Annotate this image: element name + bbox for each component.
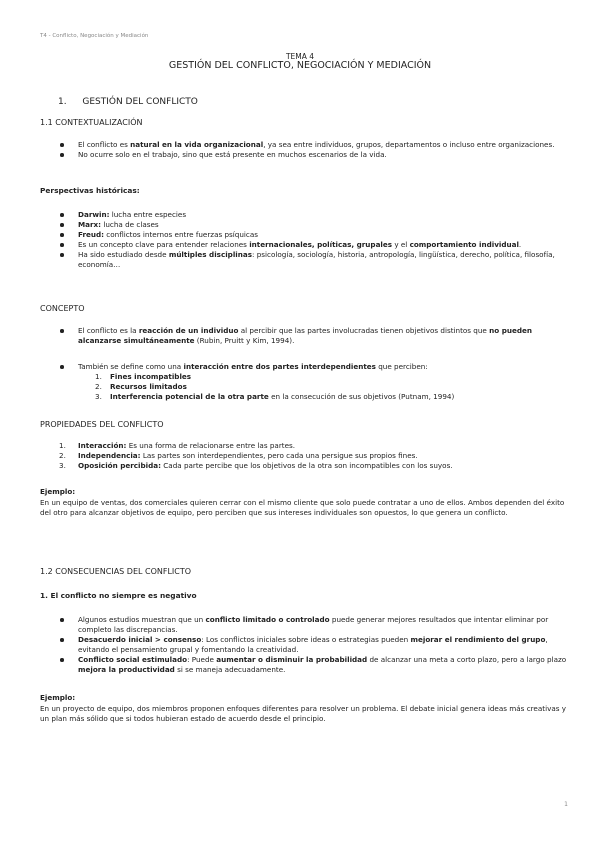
list-item: Desacuerdo inicial > consenso: Los conflictos iniciales sobre ideas o estrategias pueden mejorar el rendimiento del grupo, evitando el pensamiento grupal y fomentando la creatividad. [40, 635, 570, 655]
bullet-icon [60, 253, 64, 257]
bullet-icon [60, 223, 64, 227]
ejemplo-label: Ejemplo: [40, 487, 76, 496]
list-item: Freud: conflictos internos entre fuerzas psíquicas [40, 230, 570, 240]
list-item: Marx: lucha de clases [40, 220, 570, 230]
bullet-icon [60, 365, 64, 369]
list-item: 2. Recursos limitados [95, 382, 187, 391]
list-item: El conflicto es natural en la vida organizacional, ya sea entre individuos, grupos, departamentos o incluso entre organizaciones. [40, 140, 570, 150]
topic-label: TEMA 4 [285, 52, 315, 61]
bullet-icon [60, 618, 64, 622]
bullet-icon [60, 153, 64, 157]
ejemplo-text: En un equipo de ventas, dos comerciales quieren cerrar con el mismo cliente que solo puede contratar a uno de ellos. Ambos dependen del éxito del otro para alcanzar objetivos de equipo, pero perciben que sus intereses individuales son opuestos, lo que genera un conflicto. [40, 497, 565, 517]
subheading-no-negativo: 1. El conflicto no siempre es negativo [40, 591, 197, 600]
concepto-list-1 [40, 326, 570, 346]
consecuencias-list [40, 615, 570, 675]
list-item: Es un concepto clave para entender relaciones internacionales, políticas, grupales y el comportamiento individual. [40, 240, 570, 250]
section-heading-1 [58, 97, 198, 107]
list-item: Ha sido estudiado desde múltiples disciplinas: psicología, sociología, historia, antropología, lingüística, derecho, política, filosofía, economía… [40, 250, 570, 270]
list-item: 2. Independencia: Las partes son interdependientes, pero cada una persigue sus propios fines. [59, 451, 418, 460]
bullet-icon [60, 638, 64, 642]
bullet-icon [60, 243, 64, 247]
running-header: T4 - Conflicto, Negociación y Mediación [40, 33, 149, 39]
contexto-list [40, 140, 570, 160]
ejemplo-2 [40, 693, 570, 725]
bullet-icon [60, 658, 64, 662]
ejemplo-text: En un proyecto de equipo, dos miembros proponen enfoques diferentes para resolver un problema. El debate inicial genera ideas más creativas y un plan más sólido que si todos hubieran estado de acuerdo desde el principio. [40, 703, 567, 723]
heading-contextualizacion: 1.1 CONTEXTUALIZACIÓN [40, 118, 143, 127]
propiedades-list [40, 441, 570, 471]
list-item: 1. Fines incompatibles [95, 372, 192, 381]
page-number: 1 [564, 801, 568, 808]
section-number: 1. [58, 97, 67, 107]
bullet-icon [60, 213, 64, 217]
list-item: Conflicto social estimulado: Puede aumentar o disminuir la probabilidad de alcanzar una meta a corto plazo, pero a largo plazo mejora la productividad si se maneja adecuadamente. [40, 655, 570, 675]
heading-perspectivas: Perspectivas históricas: [40, 186, 140, 195]
heading-concepto: CONCEPTO [40, 304, 85, 313]
list-item: 1. Interacción: Es una forma de relacionarse entre las partes. [59, 441, 296, 450]
list-item: El conflicto es la reacción de un individuo al percibir que las partes involucradas tienen objetivos distintos que no pueden alcanzarse simultáneamente (Rubin, Pruitt y Kim, 1994). [40, 326, 570, 346]
document-title: GESTIÓN DEL CONFLICTO, NEGOCIACIÓN Y MEDIACIÓN [168, 60, 432, 71]
list-item: 3. Interferencia potencial de la otra parte en la consecución de sus objetivos (Putnam, 1994) [95, 392, 455, 401]
heading-consecuencias: 1.2 CONSECUENCIAS DEL CONFLICTO [40, 567, 192, 576]
concepto-list-2 [40, 362, 570, 402]
bullet-icon [60, 233, 64, 237]
ejemplo-1 [40, 487, 570, 519]
bullet-icon [60, 329, 64, 333]
heading-propiedades: PROPIEDADES DEL CONFLICTO [40, 420, 164, 429]
section-label: GESTIÓN DEL CONFLICTO [82, 97, 198, 107]
perspectivas-list [40, 210, 570, 270]
list-item: No ocurre solo en el trabajo, sino que está presente en muchos escenarios de la vida. [40, 150, 570, 160]
list-item: Algunos estudios muestran que un conflicto limitado o controlado puede generar mejores resultados que intentar eliminar por completo las discrepancias. [40, 615, 570, 635]
list-item: 3. Oposición percibida: Cada parte percibe que los objetivos de la otra son incompatibles con los suyos. [59, 461, 453, 470]
list-item: Darwin: lucha entre especies [40, 210, 570, 220]
list-item: También se define como una interacción entre dos partes interdependientes que perciben: [40, 362, 570, 372]
bullet-icon [60, 143, 64, 147]
ejemplo-label: Ejemplo: [40, 693, 76, 702]
